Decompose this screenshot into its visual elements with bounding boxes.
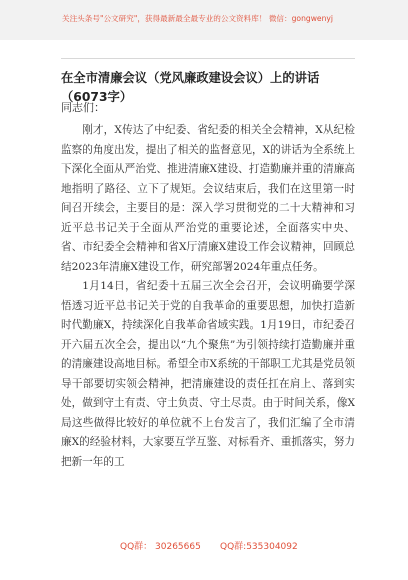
qq-group-1: QQ群： 30265665 bbox=[120, 542, 201, 552]
header-divider bbox=[61, 58, 355, 59]
banner-text: 关注头条号"公文研究"，获得最新最全最专业的公文资料库！ 微信：gongwenyj bbox=[62, 14, 334, 23]
paragraph: 1月14日，省纪委十五届三次全会召开，会议明确要学深悟透习近平总书记关于党的自我革命的重要思想，加快打造新时代勤廉X，持续深化自我革命省域实践。1月19日，市纪委召开六届五次全会，提出以“九个聚焦”为引领持续打造勤廉并重的清廉建设高地目标。希望全市X系统的干部职工尤其是党员领导干部要切实领会精神，把清廉建设的责任扛在肩上、落到实处，做到守土有责、守土负责、守土尽责。由于时间关系，像X局这些做得比较好的单位就不上台发言了，我们汇编了全市清廉X的经验材料，大家要互学互鉴、对标看齐、重抓落实，努力把新一年的工 bbox=[61, 280, 355, 468]
document-title: 在全市清廉会议（党风廉政建设会议）上的讲话（6073字） bbox=[61, 71, 320, 104]
top-banner bbox=[0, 0, 408, 40]
qq-group-2: QQ群:535304092 bbox=[220, 542, 298, 552]
document-body bbox=[61, 121, 355, 472]
paragraph: 刚才，X传达了中纪委、省纪委的相关全会精神，X从纪检监察的角度出发，提出了相关的监督意见，X的讲话为全系统上下深化全面从严治党、推进清廉X建设、打造勤廉并重的清廉高地指明了路径、立下了规矩。会议结束后，我们在这里第一时间召开续会，主要目的是：深入学习贯彻党的二十大精神和习近平总书记关于全面从严治党的重要论述，全面落实中央、省、市纪委全会精神和省X厅清廉X建设工作会议精神，回顾总结2023年清廉X建设工作，研究部署2024年重点任务。 bbox=[61, 124, 355, 273]
footer bbox=[0, 532, 408, 580]
salutation: 同志们： bbox=[61, 101, 105, 114]
